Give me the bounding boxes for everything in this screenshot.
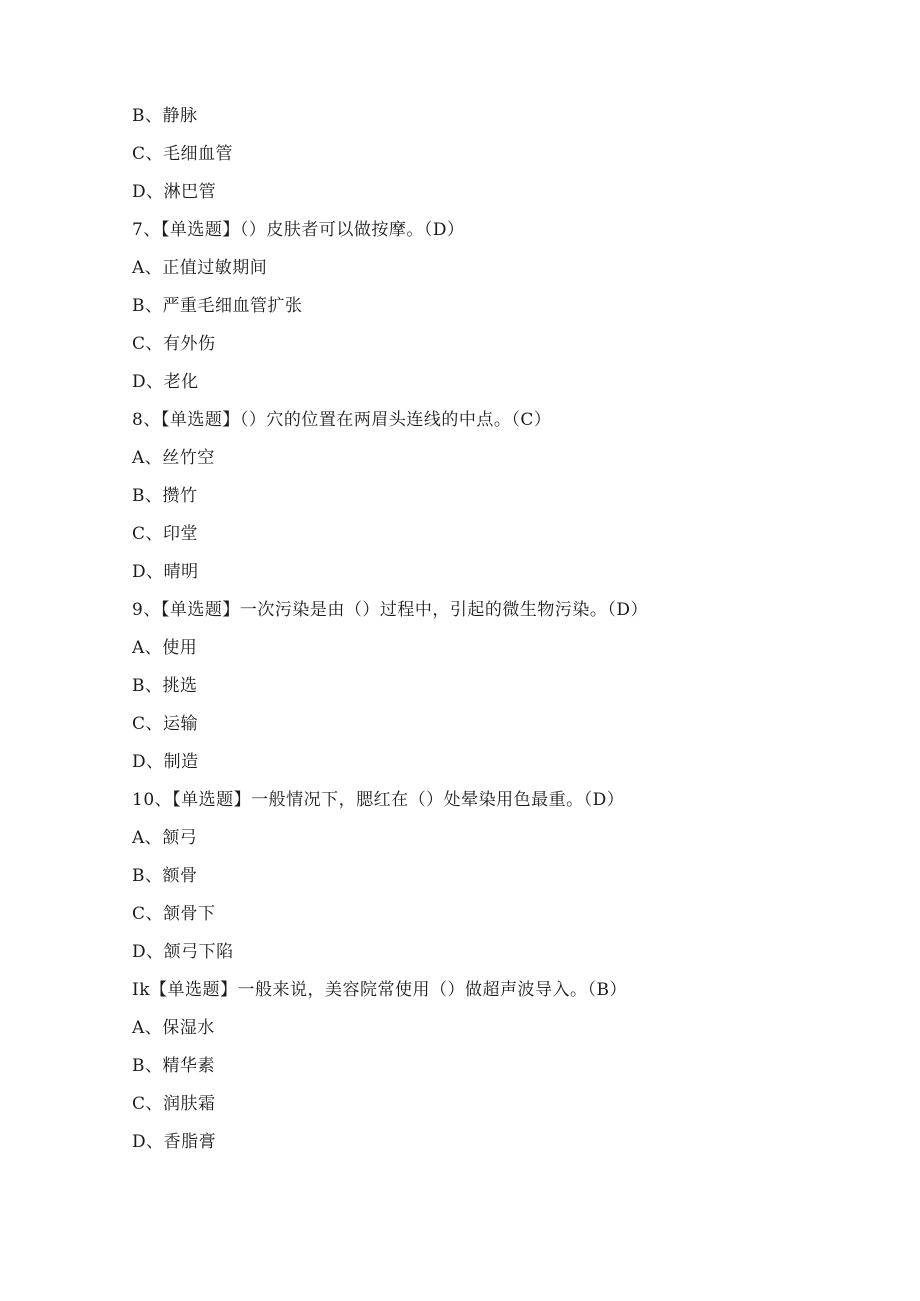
option-line: D、淋巴管 <box>132 182 217 202</box>
option-line: A、丝竹空 <box>132 448 215 468</box>
option-line: B、额骨 <box>132 866 198 886</box>
option-line: D、颔弓下陷 <box>132 942 234 962</box>
question-line: 10、【单选题】一般情况下，腮红在（）处晕染用色最重。（D） <box>132 790 625 810</box>
option-line: A、颔弓 <box>132 828 198 848</box>
option-line: C、润肤霜 <box>132 1094 216 1114</box>
question-line: 9、【单选题】一次污染是由（）过程中，引起的微生物污染。（D） <box>132 600 648 620</box>
option-line: D、香脂膏 <box>132 1132 217 1152</box>
option-line: C、毛细血管 <box>132 144 234 164</box>
question-line: 8、【单选题】（）穴的位置在两眉头连线的中点。（C） <box>132 410 552 430</box>
option-line: C、运输 <box>132 714 199 734</box>
option-line: C、颔骨下 <box>132 904 216 924</box>
option-line: D、制造 <box>132 752 199 772</box>
option-line: C、印堂 <box>132 524 199 544</box>
option-line: D、老化 <box>132 372 199 392</box>
option-line: B、精华素 <box>132 1056 215 1076</box>
option-line: D、晴明 <box>132 562 199 582</box>
option-line: A、正值过敏期间 <box>132 258 268 278</box>
option-line: B、静脉 <box>132 106 198 126</box>
option-line: A、保湿水 <box>132 1018 215 1038</box>
option-line: B、严重毛细血管扩张 <box>132 296 303 316</box>
question-line: Ik【单选题】一般来说，美容院常使用（）做超声波导入。（B） <box>132 980 628 1000</box>
question-line: 7、【单选题】（）皮肤者可以做按摩。（D） <box>132 220 465 240</box>
option-line: B、挑选 <box>132 676 198 696</box>
option-line: C、有外伤 <box>132 334 216 354</box>
option-line: A、使用 <box>132 638 198 658</box>
option-line: B、攒竹 <box>132 486 198 506</box>
